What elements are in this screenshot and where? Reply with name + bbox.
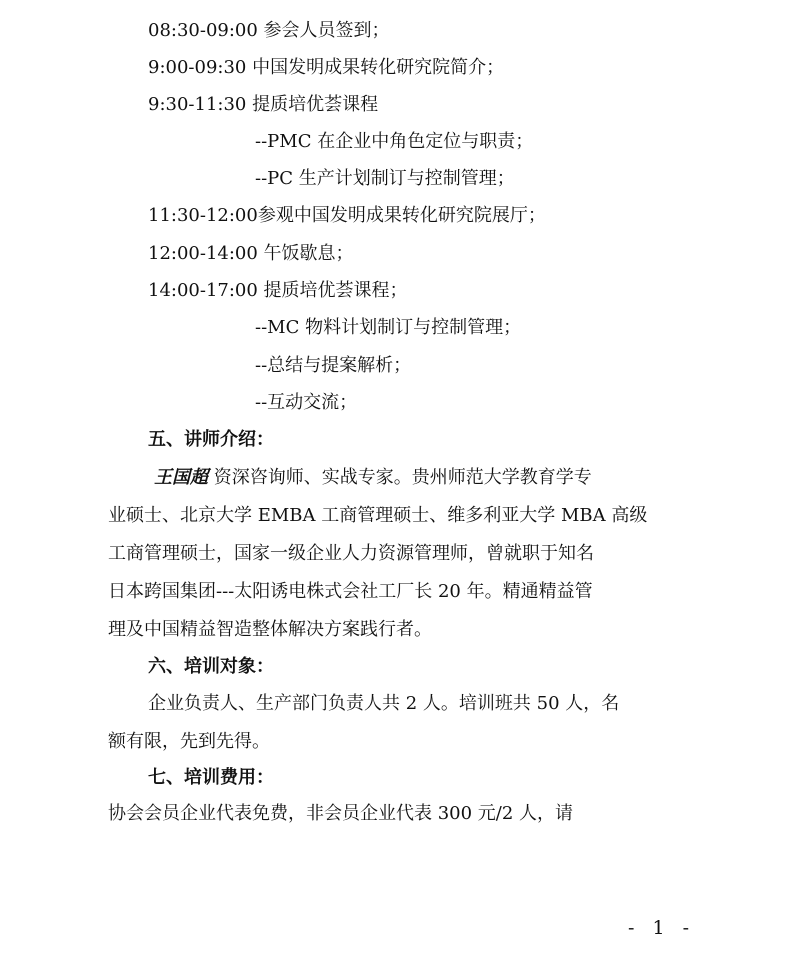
instructor-intro-line-1 — [154, 467, 592, 489]
schedule-time: 9:00-09:30 — [148, 57, 247, 78]
schedule-line-2 — [148, 57, 504, 79]
section-heading-instructor: 五、讲师介绍： — [148, 429, 274, 450]
audience-line: 企业负责人、生产部门负责人共 2 人。培训班共 50 人，名 — [148, 693, 620, 714]
topic-line: --总结与提案解析； — [255, 355, 412, 376]
instructor-text: 资深咨询师、实战专家。贵州师范大学教育学专 — [208, 467, 592, 488]
instructor-intro-line: 日本跨国集团---太阳诱电株式会社工厂长 20 年。精通精益管 — [108, 581, 593, 602]
schedule-line-6 — [148, 280, 408, 302]
audience-line: 额有限，先到先得。 — [108, 731, 270, 752]
schedule-text: 午饭歇息； — [257, 243, 354, 264]
schedule-line-5 — [148, 243, 354, 265]
schedule-text: 参会人员签到； — [257, 20, 390, 41]
schedule-text: 提质培优荟课程； — [257, 280, 408, 301]
topic-line: --MC 物料计划制订与控制管理； — [255, 317, 522, 338]
schedule-time: 14:00-17:00 — [148, 280, 258, 301]
schedule-text: 提质培优荟课程 — [246, 94, 379, 115]
section-heading-audience: 六、培训对象： — [148, 656, 274, 677]
schedule-time: 11:30-12:00 — [148, 205, 258, 226]
topic-line: --PMC 在企业中角色定位与职责； — [255, 131, 534, 152]
topic-line: --PC 生产计划制订与控制管理； — [255, 168, 515, 189]
schedule-line-4 — [148, 205, 546, 227]
schedule-text: 参观中国发明成果转化研究院展厅； — [257, 205, 546, 226]
instructor-intro-line: 工商管理硕士，国家一级企业人力资源管理师，曾就职于知名 — [108, 543, 594, 564]
page-number: - 1 - — [628, 917, 696, 939]
fees-line: 协会会员企业代表免费，非会员企业代表 300 元/2 人，请 — [108, 803, 574, 824]
schedule-text: 中国发明成果转化研究院简介； — [246, 57, 505, 78]
schedule-line-1 — [148, 20, 390, 42]
topic-line: --互动交流； — [255, 392, 358, 413]
section-heading-fees: 七、培训费用： — [148, 767, 274, 788]
instructor-intro-line: 理及中国精益智造整体解决方案践行者。 — [108, 619, 432, 640]
instructor-name: 王国超 — [154, 467, 208, 488]
schedule-time: 08:30-09:00 — [148, 20, 258, 41]
schedule-time: 9:30-11:30 — [148, 94, 247, 115]
schedule-line-3 — [148, 94, 378, 116]
schedule-time: 12:00-14:00 — [148, 243, 258, 264]
instructor-intro-line: 业硕士、北京大学 EMBA 工商管理硕士、维多利亚大学 MBA 高级 — [108, 505, 648, 526]
